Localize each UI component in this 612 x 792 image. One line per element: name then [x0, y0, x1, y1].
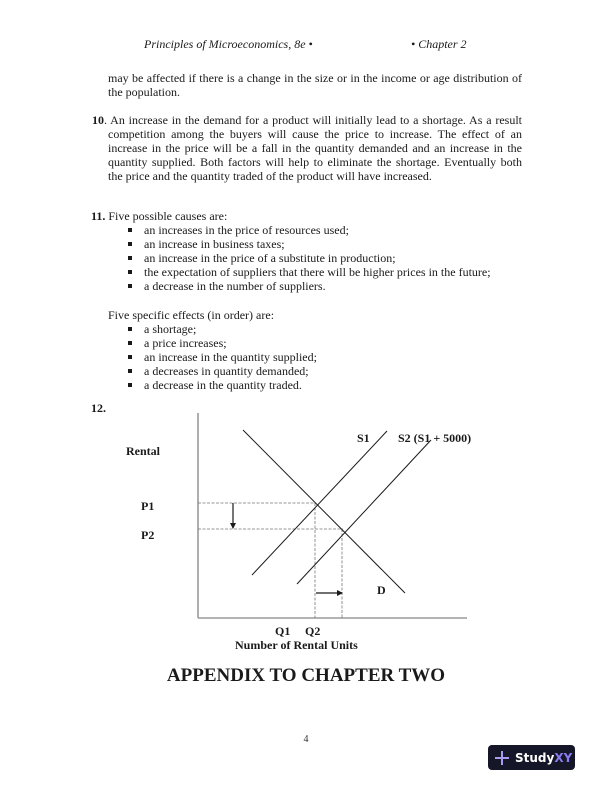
- list-item: a decrease in the quantity traded.: [128, 378, 317, 392]
- list-item: a shortage;: [128, 322, 317, 336]
- list-item: an increases in the price of resources used;: [128, 223, 491, 237]
- continuation-paragraph: may be affected if there is a change in the size or in the income or age distribution of the population.: [108, 71, 522, 99]
- list-item: an increase in the quantity supplied;: [128, 350, 317, 364]
- price-label-p1: P1: [141, 499, 155, 513]
- studyxy-watermark-badge[interactable]: [488, 745, 575, 770]
- brand-accent: XY: [554, 750, 573, 765]
- x-axis-label: Number of Rental Units: [235, 638, 358, 652]
- demand-curve-d: [243, 430, 405, 593]
- quantity-label-q1: Q1: [275, 624, 291, 638]
- list-item: an increase in business taxes;: [128, 237, 491, 251]
- list-item: a decreases in quantity demanded;: [128, 364, 317, 378]
- appendix-heading: APPENDIX TO CHAPTER TWO: [166, 665, 446, 686]
- answer-10-number: 10: [92, 113, 104, 127]
- answer-12-number: 12.: [91, 401, 106, 415]
- causes-intro: Five possible causes are:: [108, 209, 228, 223]
- curve-label-d: D: [377, 583, 386, 597]
- shift-arrows: [233, 503, 342, 593]
- price-label-p2: P2: [141, 528, 155, 542]
- guide-lines: [198, 503, 343, 618]
- brand-main: Study: [515, 750, 555, 765]
- answer-11-number: 11.: [91, 209, 106, 223]
- running-header-chapter: • Chapter 2: [411, 37, 467, 51]
- curves: [243, 430, 431, 593]
- y-axis-label: Rental: [126, 444, 160, 458]
- list-item: an increase in the price of a substitute in production;: [128, 251, 491, 265]
- answer-10-text: . An increase in the demand for a product will initially lead to a shortage. As a result competition among the buyers will cause the price to increase. The effect of an increase in the price will be a fall in the quantity demanded and an increase in the quantity supplied. Both factors will help to eliminate the shortage. Eventually both the price and the quantity traded of the product will have increased.: [104, 113, 522, 183]
- quantity-label-q2: Q2: [305, 624, 321, 638]
- running-header-book-title: Principles of Microeconomics, 8e •: [144, 37, 313, 51]
- list-item: a price increases;: [128, 336, 317, 350]
- page-number: 4: [303, 734, 309, 745]
- plus-icon: [495, 751, 509, 765]
- effects-intro: Five specific effects (in order) are:: [108, 308, 275, 322]
- supply-curve-s2: [297, 440, 431, 584]
- curve-label-s2: S2 (S1 + 5000): [398, 431, 472, 445]
- curve-label-s1: S1: [357, 431, 370, 445]
- list-item: a decrease in the number of suppliers.: [128, 279, 491, 293]
- list-item: the expectation of suppliers that there will be higher prices in the future;: [128, 265, 491, 279]
